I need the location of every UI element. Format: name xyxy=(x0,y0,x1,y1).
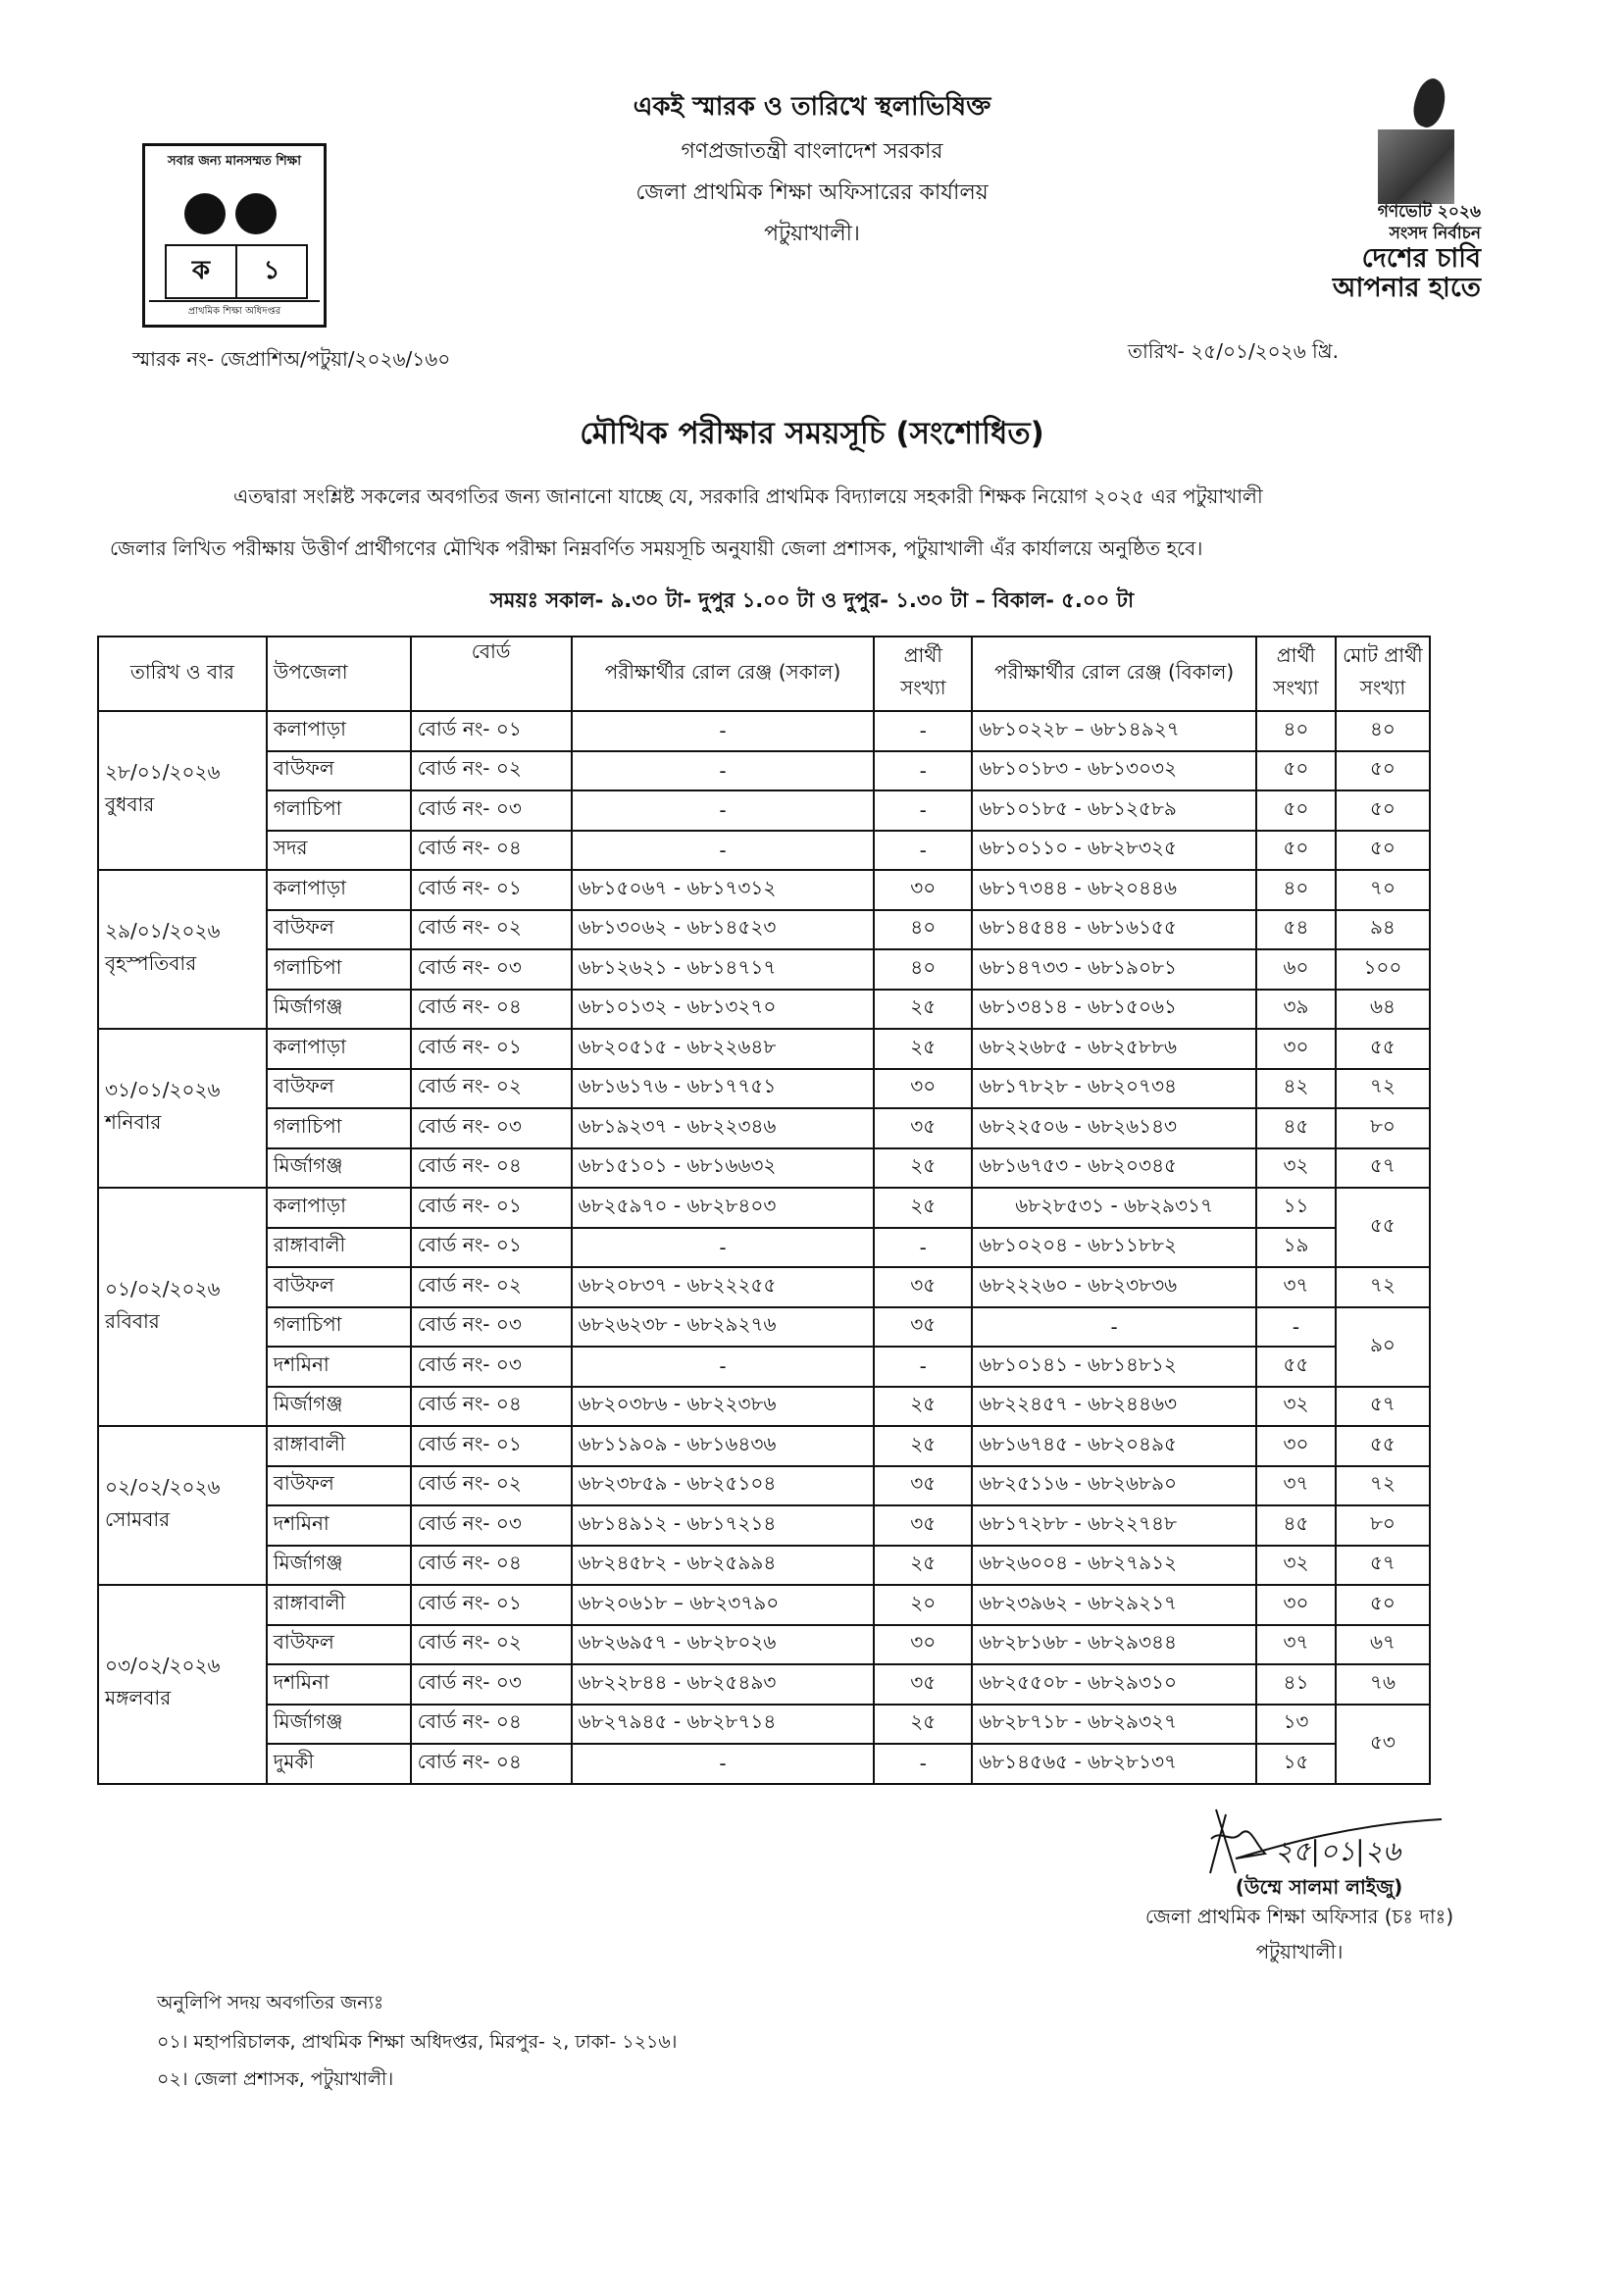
roll-morning-cell: - xyxy=(572,1228,875,1268)
count-morning-cell: - xyxy=(874,1228,972,1268)
upazila-cell: গলাচিপা xyxy=(267,1108,411,1148)
copy-to-heading: অনুলিপি সদয় অবগতির জন্যঃ xyxy=(157,1992,384,2013)
total-cell: ৪০ xyxy=(1336,711,1430,751)
count-morning-cell: - xyxy=(874,1744,972,1784)
roll-morning-cell: - xyxy=(572,711,875,751)
date-day-cell: ২৯/০১/২০২৬ বৃহস্পতিবার xyxy=(98,870,267,1029)
total-cell: ৫৭ xyxy=(1336,1387,1430,1427)
board-cell: বোর্ড নং- ০১ xyxy=(411,1029,572,1069)
roll-morning-cell: ৬৮১৩০৬২ - ৬৮১৪৫২৩ xyxy=(572,910,875,950)
roll-afternoon-cell: ৬৮২২৬৮৫ - ৬৮২৫৮৮৬ xyxy=(972,1029,1256,1069)
roll-morning-cell: ৬৮২৬২৩৮ - ৬৮২৯২৭৬ xyxy=(572,1307,875,1348)
table-row xyxy=(98,1705,1430,1745)
table-row xyxy=(98,1546,1430,1586)
count-morning-cell: - xyxy=(874,711,972,751)
total-cell: ৮০ xyxy=(1336,1108,1430,1148)
count-afternoon-cell: ৩২ xyxy=(1256,1387,1336,1427)
count-afternoon-cell: ৫০ xyxy=(1256,831,1336,871)
count-morning-cell: ৩৫ xyxy=(874,1108,972,1148)
count-afternoon-cell: ৪৫ xyxy=(1256,1505,1336,1546)
roll-afternoon-cell: ৬৮১৪৭৩৩ - ৬৮১৯০৮১ xyxy=(972,949,1256,990)
count-morning-cell: ৩৫ xyxy=(874,1664,972,1705)
upazila-cell: বাউফল xyxy=(267,1069,411,1109)
board-cell: বোর্ড নং- ০৪ xyxy=(411,831,572,871)
upazila-cell: বাউফল xyxy=(267,910,411,950)
logo-footer: প্রাথমিক শিক্ষা অধিদপ্তর xyxy=(149,300,320,321)
count-afternoon-cell: ৩২ xyxy=(1256,1546,1336,1586)
count-afternoon-cell: ৫৪ xyxy=(1256,910,1336,950)
board-cell: বোর্ড নং- ০২ xyxy=(411,1625,572,1665)
upazila-cell: দুমকী xyxy=(267,1744,411,1784)
total-cell: ৮০ xyxy=(1336,1505,1430,1546)
office-name: জেলা প্রাথমিক শিক্ষা অফিসারের কার্যালয় xyxy=(635,180,989,205)
board-cell: বোর্ড নং- ০৪ xyxy=(411,1744,572,1784)
header-board: বোর্ড xyxy=(411,637,572,711)
interview-schedule-table xyxy=(97,636,1431,1785)
table-row xyxy=(98,1108,1430,1148)
table-row xyxy=(98,1347,1430,1387)
primary-education-logo xyxy=(142,143,327,328)
table-row xyxy=(98,790,1430,831)
board-cell: বোর্ড নং- ০৪ xyxy=(411,1387,572,1427)
roll-morning-cell: ৬৮১২৬২১ - ৬৮১৪৭১৭ xyxy=(572,949,875,990)
table-row xyxy=(98,831,1430,871)
board-cell: বোর্ড নং- ০৪ xyxy=(411,1705,572,1745)
table-row xyxy=(98,1744,1430,1784)
board-cell: বোর্ড নং- ০১ xyxy=(411,1585,572,1625)
table-row xyxy=(98,1069,1430,1109)
body-line-1: এতদ্বারা সংশ্লিষ্ট সকলের অবগতির জন্য জানানো যাচ্ছে যে, সরকারি প্রাথমিক বিদ্যালয়ে সহকারী শিক্ষক নিয়োগ ২০২৫ এর পটুয়াখালী xyxy=(233,484,1263,508)
roll-afternoon-cell: ৬৮১০১৮৫ - ৬৮১২৫৮৯ xyxy=(972,790,1256,831)
header-total: মোট প্রার্থী সংখ্যা xyxy=(1336,637,1430,711)
count-morning-cell: - xyxy=(874,790,972,831)
upazila-cell: গলাচিপা xyxy=(267,790,411,831)
page-title: মৌখিক পরীক্ষার সময়সূচি (সংশোধিত) xyxy=(580,416,1044,451)
roll-afternoon-cell: ৬৮২২৪৫৭ - ৬৮২৪৪৬৩ xyxy=(972,1387,1256,1427)
roll-morning-cell: ৬৮২৪৫৮২ - ৬৮২৫৯৯৪ xyxy=(572,1546,875,1586)
board-cell: বোর্ড নং- ০১ xyxy=(411,1228,572,1268)
table-row xyxy=(98,1466,1430,1506)
table-row xyxy=(98,1387,1430,1427)
roll-morning-cell: ৬৮১৪৯১২ - ৬৮১৭২১৪ xyxy=(572,1505,875,1546)
roll-afternoon-cell: ৬৮১৭২৮৮ - ৬৮২২৭৪৮ xyxy=(972,1505,1256,1546)
board-cell: বোর্ড নং- ০১ xyxy=(411,870,572,910)
roll-afternoon-cell: ৬৮১০১৮৩ - ৬৮১৩০৩২ xyxy=(972,751,1256,791)
table-row xyxy=(98,870,1430,910)
board-cell: বোর্ড নং- ০৩ xyxy=(411,1505,572,1546)
roll-afternoon-cell: ৬৮২২৫০৬ - ৬৮২৬১৪৩ xyxy=(972,1108,1256,1148)
count-morning-cell: - xyxy=(874,751,972,791)
upazila-cell: সদর xyxy=(267,831,411,871)
table-header-row xyxy=(98,637,1430,711)
total-cell: ৭২ xyxy=(1336,1267,1430,1307)
total-cell: ৫০ xyxy=(1336,751,1430,791)
roll-morning-cell: ৬৮১৬১৭৬ - ৬৮১৭৭৫১ xyxy=(572,1069,875,1109)
board-cell: বোর্ড নং- ০১ xyxy=(411,1426,572,1466)
count-afternoon-cell: ১১ xyxy=(1256,1188,1336,1228)
board-cell: বোর্ড নং- ০৩ xyxy=(411,1307,572,1348)
upazila-cell: মির্জাগঞ্জ xyxy=(267,1148,411,1189)
roll-morning-cell: ৬৮২৬৯৫৭ - ৬৮২৮০২৬ xyxy=(572,1625,875,1665)
board-cell: বোর্ড নং- ০৩ xyxy=(411,1347,572,1387)
roll-morning-cell: ৬৮২০৩৮৬ - ৬৮২২৩৮৬ xyxy=(572,1387,875,1427)
roll-afternoon-cell: ৬৮১০১১০ - ৬৮২৮৩২৫ xyxy=(972,831,1256,871)
upazila-cell: দশমিনা xyxy=(267,1505,411,1546)
table-row xyxy=(98,1228,1430,1268)
count-morning-cell: ২৫ xyxy=(874,1426,972,1466)
count-afternoon-cell: ৩০ xyxy=(1256,1029,1336,1069)
table-row xyxy=(98,751,1430,791)
header-count-afternoon: প্রার্থী সংখ্যা xyxy=(1256,637,1336,711)
total-cell: ৫০ xyxy=(1336,831,1430,871)
upazila-cell: রাঙ্গাবালী xyxy=(267,1585,411,1625)
table-row xyxy=(98,1029,1430,1069)
count-afternoon-cell: ৪২ xyxy=(1256,1069,1336,1109)
total-cell: ৭২ xyxy=(1336,1466,1430,1506)
table-row xyxy=(98,910,1430,950)
header-roll-afternoon: পরীক্ষার্থীর রোল রেঞ্জ (বিকাল) xyxy=(972,637,1256,711)
roll-morning-cell: ৬৮২৭৯৪৫ - ৬৮২৮৭১৪ xyxy=(572,1705,875,1745)
table-row xyxy=(98,1585,1430,1625)
upazila-cell: বাউফল xyxy=(267,1625,411,1665)
roll-morning-cell: ৬৮১০১৩২ - ৬৮১৩২৭০ xyxy=(572,990,875,1030)
board-cell: বোর্ড নং- ০৩ xyxy=(411,790,572,831)
count-morning-cell: ৩০ xyxy=(874,1069,972,1109)
table-row xyxy=(98,1307,1430,1348)
district-name: পটুয়াখালী। xyxy=(764,222,860,246)
date-day-cell: ০৩/০২/২০২৬ মঙ্গলবার xyxy=(98,1585,267,1784)
count-afternoon-cell: ১৯ xyxy=(1256,1228,1336,1268)
board-cell: বোর্ড নং- ০১ xyxy=(411,1188,572,1228)
signatory-name: (উম্মে সালমা লাইজু) xyxy=(1235,1875,1403,1899)
schedule-time: সময়ঃ সকাল- ৯.৩০ টা- দুপুর ১.০০ টা ও দুপুর- ১.৩০ টা – বিকাল- ৫.০০ টা xyxy=(489,588,1135,612)
header-count-morning: প্রার্থী সংখ্যা xyxy=(874,637,972,711)
board-cell: বোর্ড নং- ০৪ xyxy=(411,990,572,1030)
roll-morning-cell: - xyxy=(572,790,875,831)
upazila-cell: রাঙ্গাবালী xyxy=(267,1228,411,1268)
signatory-place: পটুয়াখালী। xyxy=(1255,1940,1344,1963)
upazila-cell: মির্জাগঞ্জ xyxy=(267,990,411,1030)
superseding-note: একই স্মারক ও তারিখে স্থলাভিষিক্ত xyxy=(633,92,991,122)
total-cell: ৫৫ xyxy=(1336,1188,1430,1267)
roll-morning-cell: - xyxy=(572,1744,875,1784)
roll-afternoon-cell: ৬৮২৫৫০৮ - ৬৮২৯৩১০ xyxy=(972,1664,1256,1705)
board-cell: বোর্ড নং- ০২ xyxy=(411,751,572,791)
header-date-day: তারিখ ও বার xyxy=(98,637,267,711)
book-icon: ১ xyxy=(235,244,308,299)
upazila-cell: মির্জাগঞ্জ xyxy=(267,1546,411,1586)
total-cell: ৭৬ xyxy=(1336,1664,1430,1705)
count-afternoon-cell: ৪১ xyxy=(1256,1664,1336,1705)
board-cell: বোর্ড নং- ০২ xyxy=(411,910,572,950)
total-cell: ৫০ xyxy=(1336,790,1430,831)
roll-afternoon-cell: ৬৮১০১৪১ - ৬৮১৪৮১২ xyxy=(972,1347,1256,1387)
upazila-cell: মির্জাগঞ্জ xyxy=(267,1387,411,1427)
roll-afternoon-cell: ৬৮১০২০৪ - ৬৮১১৮৮২ xyxy=(972,1228,1256,1268)
roll-morning-cell: ৬৮২০৮৩৭ - ৬৮২২২৫৫ xyxy=(572,1267,875,1307)
board-cell: বোর্ড নং- ০২ xyxy=(411,1267,572,1307)
count-afternoon-cell: ৩৭ xyxy=(1256,1466,1336,1506)
boy-figure-icon xyxy=(184,193,226,234)
roll-afternoon-cell: ৬৮২৮৫৩১ - ৬৮২৯৩১৭ xyxy=(972,1188,1256,1228)
logo-motto: সবার জন্য মানসম্মত শিক্ষা xyxy=(168,154,301,169)
date-day-cell: ০১/০২/২০২৬ রবিবার xyxy=(98,1188,267,1426)
count-morning-cell: ৩৫ xyxy=(874,1267,972,1307)
count-morning-cell: ২৫ xyxy=(874,1387,972,1427)
roll-afternoon-cell: ৬৮২২২৬০ - ৬৮২৩৮৩৬ xyxy=(972,1267,1256,1307)
roll-morning-cell: ৬৮২২৮৪৪ - ৬৮২৫৪৯৩ xyxy=(572,1664,875,1705)
body-line-2: জেলার লিখিত পরীক্ষায় উত্তীর্ণ প্রার্থীগণের মৌখিক পরীক্ষা নিম্নবর্ণিত সময়সূচি অনুযায়ী জেলা প্রশাসক, পটুয়াখালী এঁর কার্যালয়ে অনুষ্ঠিত হবে। xyxy=(110,536,1203,560)
date-day-cell: ২৮/০১/২০২৬ বুধবার xyxy=(98,711,267,870)
board-cell: বোর্ড নং- ০৩ xyxy=(411,1108,572,1148)
roll-morning-cell: - xyxy=(572,831,875,871)
count-afternoon-cell: ৪০ xyxy=(1256,711,1336,751)
total-cell: ৫৭ xyxy=(1336,1546,1430,1586)
upazila-cell: বাউফল xyxy=(267,751,411,791)
total-cell: ৯৪ xyxy=(1336,910,1430,950)
upazila-cell: রাঙ্গাবালী xyxy=(267,1426,411,1466)
count-morning-cell: ৩০ xyxy=(874,870,972,910)
count-morning-cell: ৪০ xyxy=(874,949,972,990)
count-morning-cell: - xyxy=(874,1347,972,1387)
count-afternoon-cell: ৪৫ xyxy=(1256,1108,1336,1148)
board-cell: বোর্ড নং- ০৩ xyxy=(411,949,572,990)
count-morning-cell: ৩০ xyxy=(874,1625,972,1665)
upazila-cell: কলাপাড়া xyxy=(267,1188,411,1228)
table-row xyxy=(98,1188,1430,1228)
roll-afternoon-cell: - xyxy=(972,1307,1256,1348)
count-morning-cell: ৪০ xyxy=(874,910,972,950)
count-afternoon-cell: ৪০ xyxy=(1256,870,1336,910)
roll-afternoon-cell: ৬৮১৪৫৬৫ - ৬৮২৮১৩৭ xyxy=(972,1744,1256,1784)
roll-morning-cell: ৬৮১৫০৬৭ - ৬৮১৭৩১২ xyxy=(572,870,875,910)
count-afternoon-cell: ১৫ xyxy=(1256,1744,1336,1784)
table-row xyxy=(98,1625,1430,1665)
table-row xyxy=(98,990,1430,1030)
girl-figure-icon xyxy=(235,193,277,234)
roll-afternoon-cell: ৬৮১৬৭৫৩ - ৬৮২০৩৪৫ xyxy=(972,1148,1256,1189)
table-row xyxy=(98,949,1430,990)
government-name: গণপ্রজাতন্ত্রী বাংলাদেশ সরকার xyxy=(681,139,943,164)
count-morning-cell: ২৫ xyxy=(874,990,972,1030)
table-row xyxy=(98,711,1430,751)
roll-morning-cell: ৬৮২০৬১৮ – ৬৮২৩৭৯০ xyxy=(572,1585,875,1625)
board-cell: বোর্ড নং- ০৪ xyxy=(411,1148,572,1189)
ballot-box-icon xyxy=(1368,78,1476,206)
total-cell: ৫৩ xyxy=(1336,1705,1430,1784)
upazila-cell: মির্জাগঞ্জ xyxy=(267,1705,411,1745)
count-morning-cell: ২৫ xyxy=(874,1148,972,1189)
roll-morning-cell: ৬৮১৯২৩৭ - ৬৮২২৩৪৬ xyxy=(572,1108,875,1148)
roll-morning-cell: ৬৮২৫৯৭০ - ৬৮২৮৪০৩ xyxy=(572,1188,875,1228)
board-cell: বোর্ড নং- ০২ xyxy=(411,1466,572,1506)
date-day-cell: ৩১/০১/২০২৬ শনিবার xyxy=(98,1029,267,1188)
count-afternoon-cell: ৩৭ xyxy=(1256,1267,1336,1307)
signature-date: ২৫|০১|২৬ xyxy=(1275,1835,1401,1867)
total-cell: ৫০ xyxy=(1336,1585,1430,1625)
count-afternoon-cell: ৫০ xyxy=(1256,751,1336,791)
roll-afternoon-cell: ৬৮১০২২৮ – ৬৮১৪৯২৭ xyxy=(972,711,1256,751)
issue-date: তারিখ- ২৫/০১/২০২৬ খ্রি. xyxy=(1128,339,1340,363)
count-morning-cell: ২৫ xyxy=(874,1546,972,1586)
copy-to-item: ০২। জেলা প্রশাসক, পটুয়াখালী। xyxy=(157,2068,394,2090)
count-afternoon-cell: ৩০ xyxy=(1256,1585,1336,1625)
upazila-cell: কলাপাড়া xyxy=(267,1029,411,1069)
roll-afternoon-cell: ৬৮২৬০০৪ - ৬৮২৭৯১২ xyxy=(972,1546,1256,1586)
total-cell: ৭০ xyxy=(1336,870,1430,910)
count-morning-cell: ২৫ xyxy=(874,1188,972,1228)
roll-morning-cell: ৬৮২০৫১৫ - ৬৮২২৬৪৮ xyxy=(572,1029,875,1069)
copy-to-item: ০১। মহাপরিচালক, প্রাথমিক শিক্ষা অধিদপ্তর, মিরপুর- ২, ঢাকা- ১২১৬। xyxy=(157,2031,678,2053)
count-afternoon-cell: ৫০ xyxy=(1256,790,1336,831)
board-cell: বোর্ড নং- ০২ xyxy=(411,1069,572,1109)
table-row xyxy=(98,1267,1430,1307)
total-cell: ৫৫ xyxy=(1336,1029,1430,1069)
count-afternoon-cell: ৩০ xyxy=(1256,1426,1336,1466)
total-cell: ৫৫ xyxy=(1336,1426,1430,1466)
roll-afternoon-cell: ৬৮১৬৭৪৫ - ৬৮২০৪৯৫ xyxy=(972,1426,1256,1466)
total-cell: ৭২ xyxy=(1336,1069,1430,1109)
count-morning-cell: - xyxy=(874,831,972,871)
count-afternoon-cell: ৩৭ xyxy=(1256,1625,1336,1665)
count-morning-cell: ৩৫ xyxy=(874,1466,972,1506)
upazila-cell: দশমিনা xyxy=(267,1664,411,1705)
roll-morning-cell: ৬৮১১৯০৯ - ৬৮১৬৪৩৬ xyxy=(572,1426,875,1466)
total-cell: ৬৪ xyxy=(1336,990,1430,1030)
count-morning-cell: ২৫ xyxy=(874,1029,972,1069)
table-row xyxy=(98,1505,1430,1546)
count-morning-cell: ২৫ xyxy=(874,1705,972,1745)
table-row xyxy=(98,1664,1430,1705)
board-cell: বোর্ড নং- ০৪ xyxy=(411,1546,572,1586)
book-icon: ক xyxy=(165,244,237,299)
roll-afternoon-cell: ৬৮২৮১৬৮ - ৬৮২৯৩৪৪ xyxy=(972,1625,1256,1665)
table-row xyxy=(98,1426,1430,1466)
count-afternoon-cell: ৩৯ xyxy=(1256,990,1336,1030)
count-afternoon-cell: ৬০ xyxy=(1256,949,1336,990)
roll-morning-cell: - xyxy=(572,1347,875,1387)
count-afternoon-cell: ৩২ xyxy=(1256,1148,1336,1189)
roll-afternoon-cell: ৬৮১৭৮২৮ - ৬৮২০৭৩৪ xyxy=(972,1069,1256,1109)
upazila-cell: গলাচিপা xyxy=(267,1307,411,1348)
roll-afternoon-cell: ৬৮২৩৯৬২ - ৬৮২৯২১৭ xyxy=(972,1585,1256,1625)
roll-afternoon-cell: ৬৮২৮৭১৮ - ৬৮২৯৩২৭ xyxy=(972,1705,1256,1745)
total-cell: ৯০ xyxy=(1336,1307,1430,1387)
upazila-cell: কলাপাড়া xyxy=(267,711,411,751)
header-roll-morning: পরীক্ষার্থীর রোল রেঞ্জ (সকাল) xyxy=(572,637,875,711)
upazila-cell: বাউফল xyxy=(267,1267,411,1307)
board-cell: বোর্ড নং- ০৩ xyxy=(411,1664,572,1705)
roll-morning-cell: ৬৮২৩৮৫৯ - ৬৮২৫১০৪ xyxy=(572,1466,875,1506)
election-badge: গণভোট ২০২৬ সংসদ নির্বাচন দেশের চাবি আপনার হাতে xyxy=(1332,202,1481,303)
memo-number: স্মারক নং- জেপ্রাশিঅ/পটুয়া/২০২৬/১৬০ xyxy=(132,347,451,371)
count-afternoon-cell: ৫৫ xyxy=(1256,1347,1336,1387)
roll-afternoon-cell: ৬৮১৭৩৪৪ - ৬৮২০৪৪৬ xyxy=(972,870,1256,910)
count-morning-cell: ৩৫ xyxy=(874,1307,972,1348)
total-cell: ৫৭ xyxy=(1336,1148,1430,1189)
roll-afternoon-cell: ৬৮১৩৪১৪ - ৬৮১৫০৬১ xyxy=(972,990,1256,1030)
upazila-cell: গলাচিপা xyxy=(267,949,411,990)
upazila-cell: কলাপাড়া xyxy=(267,870,411,910)
header-upazila: উপজেলা xyxy=(267,637,411,711)
table-row xyxy=(98,1148,1430,1189)
count-morning-cell: ৩৫ xyxy=(874,1505,972,1546)
count-afternoon-cell: ১৩ xyxy=(1256,1705,1336,1745)
total-cell: ১০০ xyxy=(1336,949,1430,990)
signatory-designation: জেলা প্রাথমিক শিক্ষা অফিসার (চঃ দাঃ) xyxy=(1144,1905,1454,1928)
roll-morning-cell: ৬৮১৫১০১ - ৬৮১৬৬৩২ xyxy=(572,1148,875,1189)
roll-afternoon-cell: ৬৮২৫১১৬ - ৬৮২৬৮৯০ xyxy=(972,1466,1256,1506)
board-cell: বোর্ড নং- ০১ xyxy=(411,711,572,751)
count-morning-cell: ২০ xyxy=(874,1585,972,1625)
roll-afternoon-cell: ৬৮১৪৫৪৪ - ৬৮১৬১৫৫ xyxy=(972,910,1256,950)
count-afternoon-cell: - xyxy=(1256,1307,1336,1348)
upazila-cell: দশমিনা xyxy=(267,1347,411,1387)
total-cell: ৬৭ xyxy=(1336,1625,1430,1665)
date-day-cell: ০২/০২/২০২৬ সোমবার xyxy=(98,1426,267,1585)
upazila-cell: বাউফল xyxy=(267,1466,411,1506)
roll-morning-cell: - xyxy=(572,751,875,791)
